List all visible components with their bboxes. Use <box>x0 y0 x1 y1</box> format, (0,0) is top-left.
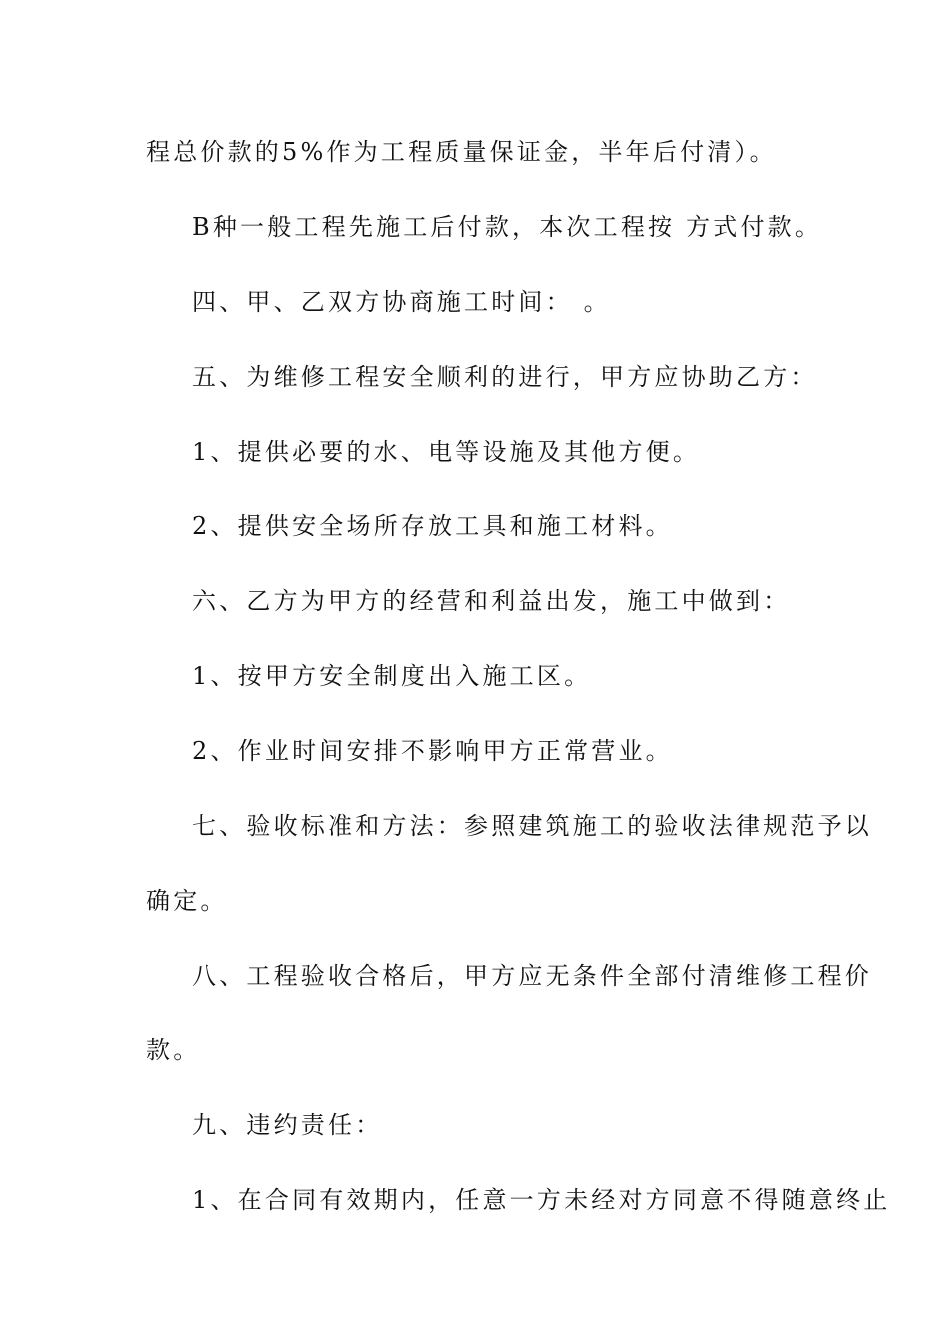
text-line-7: 六、乙方为甲方的经营和利益出发，施工中做到： <box>192 587 791 615</box>
text-line-11: 确定。 <box>146 887 228 915</box>
text-line-2: B种一般工程先施工后付款，本次工程按 方式付款。 <box>192 213 823 241</box>
text-line-14: 九、违约责任： <box>192 1111 383 1139</box>
text-line-15: 1、在合同有效期内，任意一方未经对方同意不得随意终止 <box>192 1186 891 1214</box>
text-line-5: 1、提供必要的水、电等设施及其他方便。 <box>192 438 701 466</box>
text-line-8: 1、按甲方安全制度出入施工区。 <box>192 662 592 690</box>
text-line-4: 五、为维修工程安全顺利的进行，甲方应协助乙方： <box>192 363 818 391</box>
text-line-3: 四、甲、乙双方协商施工时间： 。 <box>192 288 611 316</box>
text-line-6: 2、提供安全场所存放工具和施工材料。 <box>192 512 673 540</box>
text-line-12: 八、工程验收合格后，甲方应无条件全部付清维修工程价 <box>192 962 872 990</box>
text-line-1: 程总价款的5%作为工程质量保证金，半年后付清）。 <box>146 138 777 166</box>
text-line-9: 2、作业时间安排不影响甲方正常营业。 <box>192 737 673 765</box>
text-line-13: 款。 <box>146 1036 201 1064</box>
text-line-10: 七、验收标准和方法：参照建筑施工的验收法律规范予以 <box>192 812 872 840</box>
